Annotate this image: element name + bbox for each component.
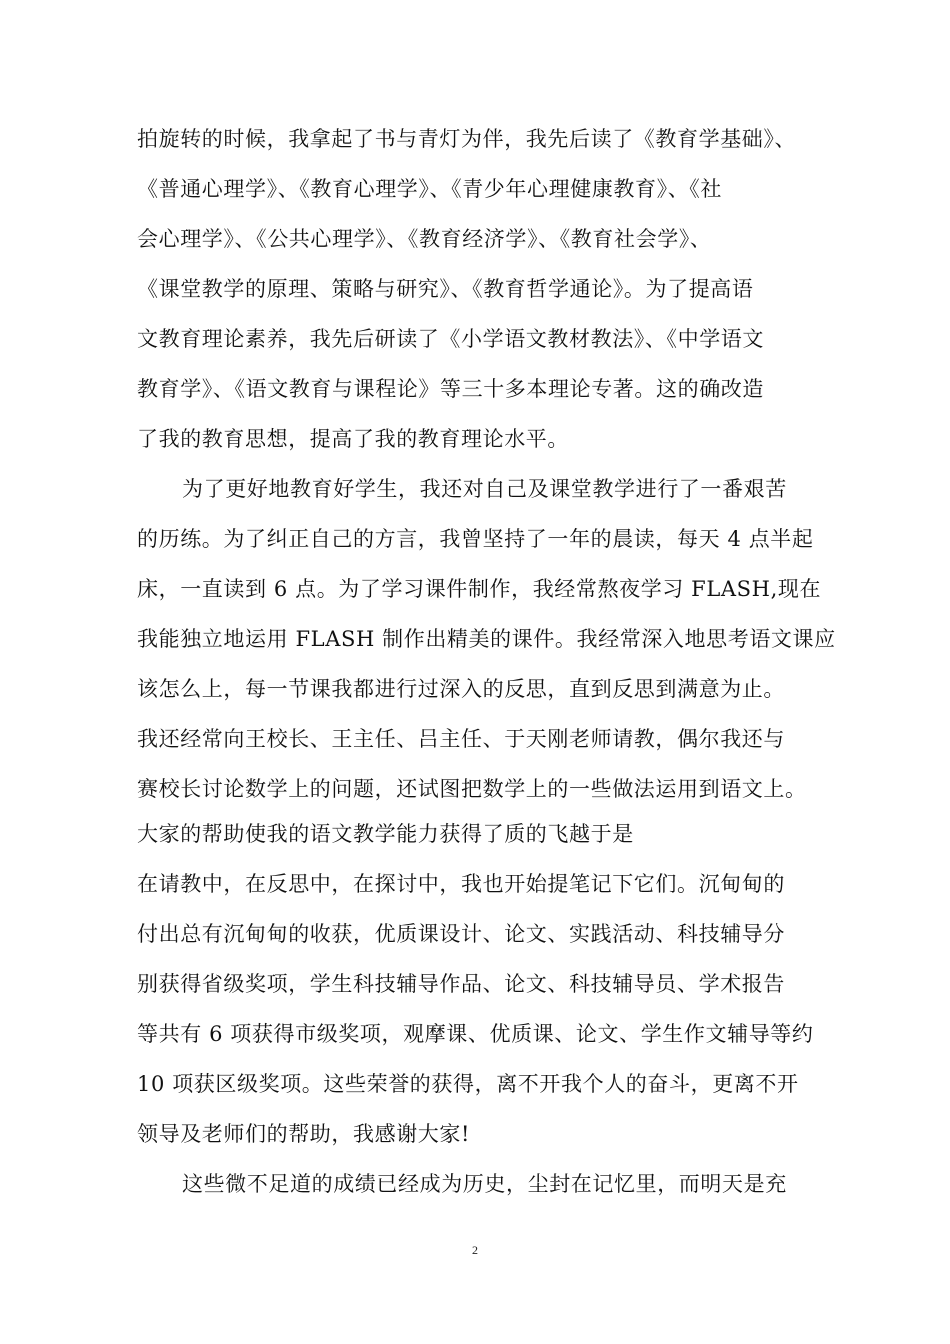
text-line: 了我的教育思想，提高了我的教育理论水平。 xyxy=(137,427,569,451)
text-line: 等共有 6 项获得市级奖项，观摩课、优质课、论文、学生作文辅导等约 xyxy=(137,1022,814,1046)
text-line: 大家的帮助使我的语文教学能力获得了质的飞越于是 xyxy=(137,822,634,846)
text-line: 我能独立地运用 FLASH 制作出精美的课件。我经常深入地思考语文课应 xyxy=(137,627,836,651)
text-line: 别获得省级奖项，学生科技辅导作品、论文、科技辅导员、学术报告 xyxy=(137,972,785,996)
page-number: 2 xyxy=(472,1243,478,1257)
paragraph-first-line: 这些微不足道的成绩已经成为历史，尘封在记忆里，而明天是充 xyxy=(182,1172,787,1196)
text-line: 《课堂教学的原理、策略与研究》、《教育哲学通论》。为了提高语 xyxy=(137,277,754,301)
text-line: 床，一直读到 6 点。为了学习课件制作，我经常熬夜学习 FLASH,现在 xyxy=(137,577,822,601)
text-line: 赛校长讨论数学上的问题，还试图把数学上的一些做法运用到语文上。 xyxy=(137,777,807,801)
text-line: 会心理学》、《公共心理学》、《教育经济学》、《教育社会学》、 xyxy=(137,227,712,251)
text-line: 教育学》、《语文教育与课程论》等三十多本理论专著。这的确改造 xyxy=(137,377,764,401)
text-line: 文教育理论素养，我先后研读了《小学语文教材教法》、《中学语文 xyxy=(137,327,764,351)
text-line: 《普通心理学》、《教育心理学》、《青少年心理健康教育》、《社 xyxy=(137,177,722,201)
text-line: 付出总有沉甸甸的收获，优质课设计、论文、实践活动、科技辅导分 xyxy=(137,922,785,946)
paragraph-first-line: 为了更好地教育好学生，我还对自己及课堂教学进行了一番艰苦 xyxy=(182,477,787,501)
text-line: 我还经常向王校长、王主任、吕主任、于天刚老师请教，偶尔我还与 xyxy=(137,727,785,751)
text-line: 在请教中，在反思中，在探讨中，我也开始提笔记下它们。沉甸甸的 xyxy=(137,872,785,896)
text-line: 的历练。为了纠正自己的方言，我曾坚持了一年的晨读，每天 4 点半起 xyxy=(137,527,814,551)
text-line: 领导及老师们的帮助，我感谢大家! xyxy=(137,1122,471,1146)
text-line: 该怎么上，每一节课我都进行过深入的反思，直到反思到满意为止。 xyxy=(137,677,785,701)
text-line: 拍旋转的时候，我拿起了书与青灯为伴，我先后读了《教育学基础》、 xyxy=(137,127,797,151)
text-line: 10 项获区级奖项。这些荣誉的获得，离不开我个人的奋斗，更离不开 xyxy=(137,1072,799,1096)
